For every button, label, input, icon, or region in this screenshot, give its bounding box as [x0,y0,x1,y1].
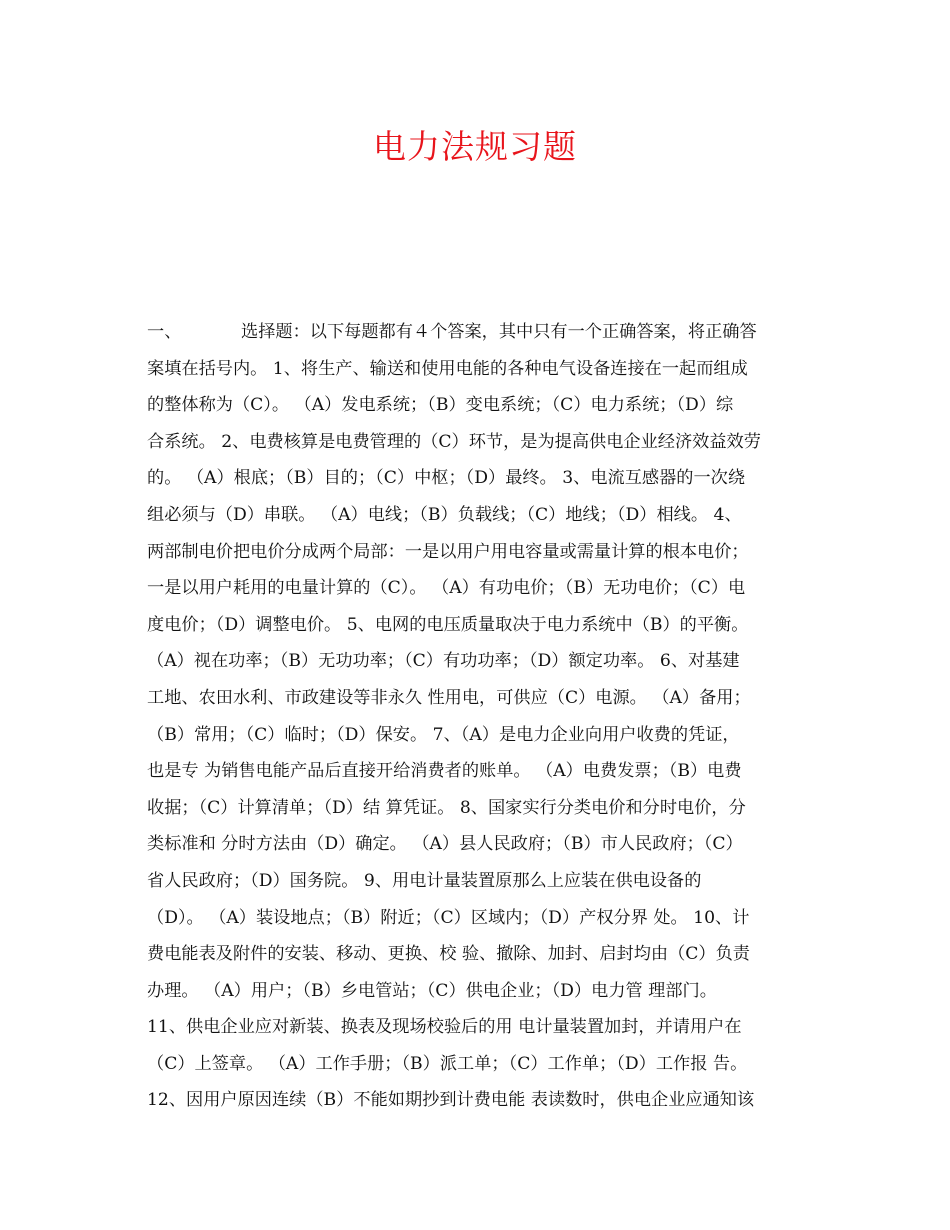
text-line: 一是以用户耗用的电量计算的（C）。 （A）有功电价；（B）无功电价；（C）电 [147,578,746,599]
text-line-content: 选择题：以下每题都有４个答案，其中只有一个正确答案，将正确答 [241,322,757,342]
text-line: 11、供电企业应对新装、换表及现场校验后的用 电计量装置加封，并请用户在 [147,1017,742,1038]
text-line: （C）上签章。 （A）工作手册；（B）派工单；（C）工作单；（D）工作报 告。 [147,1053,748,1074]
section-number: 一、 [147,322,182,342]
text-line: 类标准和 分时方法由（D）确定。 （A）县人民政府；（B）市人民政府；（C） [147,834,743,855]
text-line [147,314,807,351]
text-line: 合系统。 2、电费核算是电费管理的（C）环节，是为提高供电企业经济效益效劳 [147,431,761,452]
text-line: 12、因用户原因连续（B）不能如期抄到计费电能 表读数时，供电企业应通知该 [147,1090,755,1111]
text-line: 的整体称为（C）。 （A）发电系统；（B）变电系统；（C）电力系统；（D）综 [147,395,734,416]
text-line: 收据；（C）计算清单；（D）结 算凭证。 8、国家实行分类电价和分时电价，分 [147,797,746,818]
text-line: 度电价；（D）调整电价。 5、电网的电压质量取决于电力系统中（B）的平衡。 [147,614,749,635]
document-body [147,314,807,1119]
text-line: 两部制电价把电价分成两个局部：一是以用户用电容量或需量计算的根本电价； [147,541,749,562]
text-line: （D）。 （A）装设地点；（B）附近；（C）区域内；（D）产权分界 处。 10、计 [147,907,750,928]
text-line: 办理。 （A）用户；（B）乡电管站；（C）供电企业；（D）电力管 理部门。 [147,980,717,1001]
text-line: 也是专 为销售电能产品后直接开给消费者的账单。 （A）电费发票；（B）电费 [147,761,742,782]
text-line: 的。 （A）根底；（B）目的；（C）中枢；（D）最终。 3、电流互感器的一次绕 [147,468,746,489]
text-line: 省人民政府；（D）国务院。 9、用电计量装置原那么上应装在供电设备的 [147,870,702,891]
text-line: 工地、农田水利、市政建设等非永久 性用电，可供应（C）电源。 （A）备用； [147,687,751,708]
text-line: （A）视在功率；（B）无功功率；（C）有功功率；（D）额定功率。 6、对基建 [147,651,740,672]
text-line: 组必须与（D）串联。 （A）电线；（B）负载线；（C）地线；（D）相线。 4、 [147,504,742,525]
text-line: （B）常用；（C）临时；（D）保安。 7、（A）是电力企业向用户收费的凭证， [147,724,740,745]
document-title: 电力法规习题 [373,127,577,166]
text-line: 费电能表及附件的安装、移动、更换、校 验、撤除、加封、启封均由（C）负责 [147,944,750,965]
text-line: 案填在括号内。 1、将生产、输送和使用电能的各种电气设备连接在一起而组成 [147,358,748,379]
